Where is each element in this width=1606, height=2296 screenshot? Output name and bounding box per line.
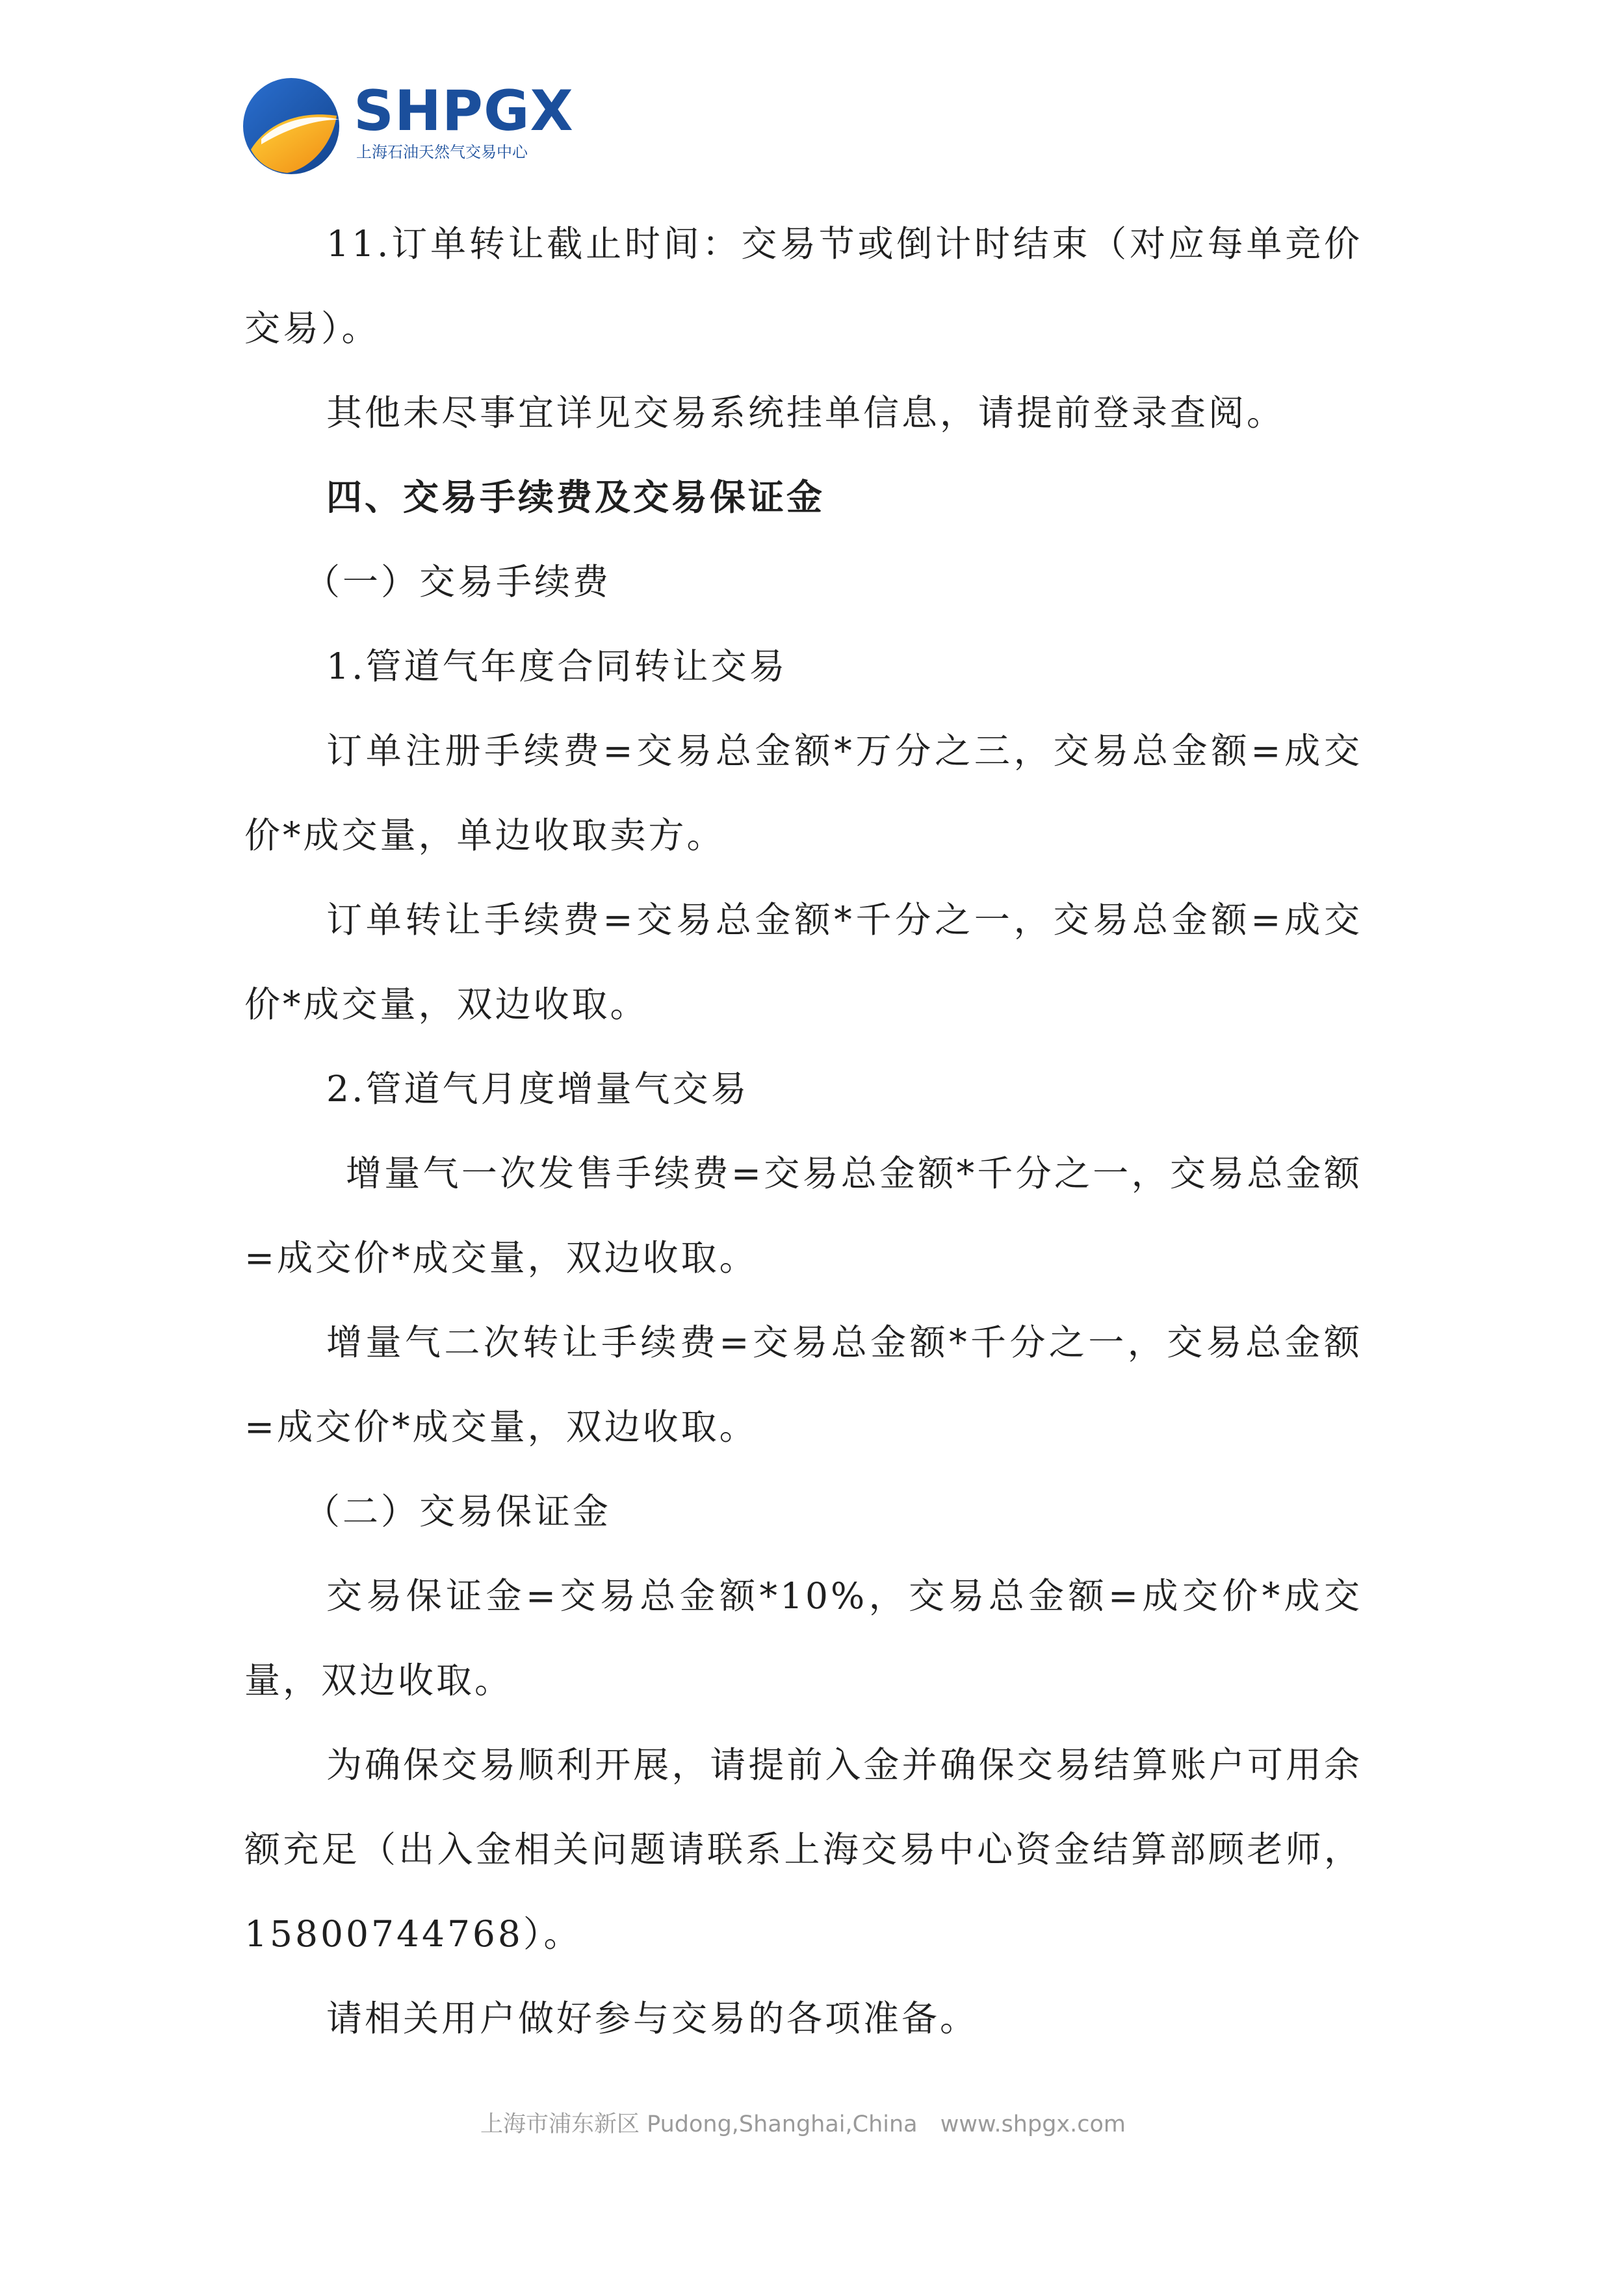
paragraph-order-transfer-fee: 订单转让手续费=交易总金额*千分之一，交易总金额=成交价*成交量，双边收取。 (244, 899, 1362, 1025)
paragraph-funding-notice: 为确保交易顺利开展，请提前入金并确保交易结算账户可用余额充足（出入金相关问题请联系上海交易中心资金结算部顾老师，15800744768）。 (244, 1744, 1362, 1955)
paragraph-order-registration-fee: 订单注册手续费=交易总金额*万分之三，交易总金额=成交价*成交量，单边收取卖方。 (244, 730, 1362, 856)
logo-subtitle: 上海石油天然气交易中心 (356, 143, 528, 161)
item-annual-contract-transfer: 1.管道气年度合同转让交易 (326, 646, 788, 687)
paragraph-closing-reminder: 请相关用户做好参与交易的各项准备。 (326, 1998, 979, 2039)
shpgx-logo-icon (242, 77, 341, 176)
paragraph-other-matters: 其他未尽事宜详见交易系统挂单信息，请提前登录查阅。 (326, 392, 1286, 434)
section-heading-fees-deposit: 四、交易手续费及交易保证金 (326, 476, 825, 518)
footer-address: 上海市浦东新区 Pudong,Shanghai,China (480, 2111, 918, 2137)
subheading-trading-fees: （一）交易手续费 (304, 561, 612, 603)
page-header (242, 73, 580, 177)
page-footer (0, 2111, 1606, 2137)
footer-website[interactable]: www.shpgx.com (940, 2111, 1126, 2137)
subheading-trading-deposit: （二）交易保证金 (304, 1491, 612, 1532)
paragraph-order-transfer-deadline: 11.订单转让截止时间：交易节或倒计时结束（对应每单竞价交易）。 (244, 223, 1362, 349)
item-monthly-incremental-gas: 2.管道气月度增量气交易 (326, 1068, 749, 1110)
logo-text: SHPGX (354, 79, 574, 144)
paragraph-second-transfer-fee: 增量气二次转让手续费=交易总金额*千分之一，交易总金额=成交价*成交量，双边收取。 (244, 1322, 1362, 1448)
document-body (244, 202, 1362, 2061)
paragraph-deposit-formula: 交易保证金=交易总金额*10%，交易总金额=成交价*成交量，双边收取。 (244, 1575, 1362, 1701)
paragraph-first-sale-fee: 增量气一次发售手续费=交易总金额*千分之一，交易总金额=成交价*成交量，双边收取。 (244, 1153, 1362, 1279)
